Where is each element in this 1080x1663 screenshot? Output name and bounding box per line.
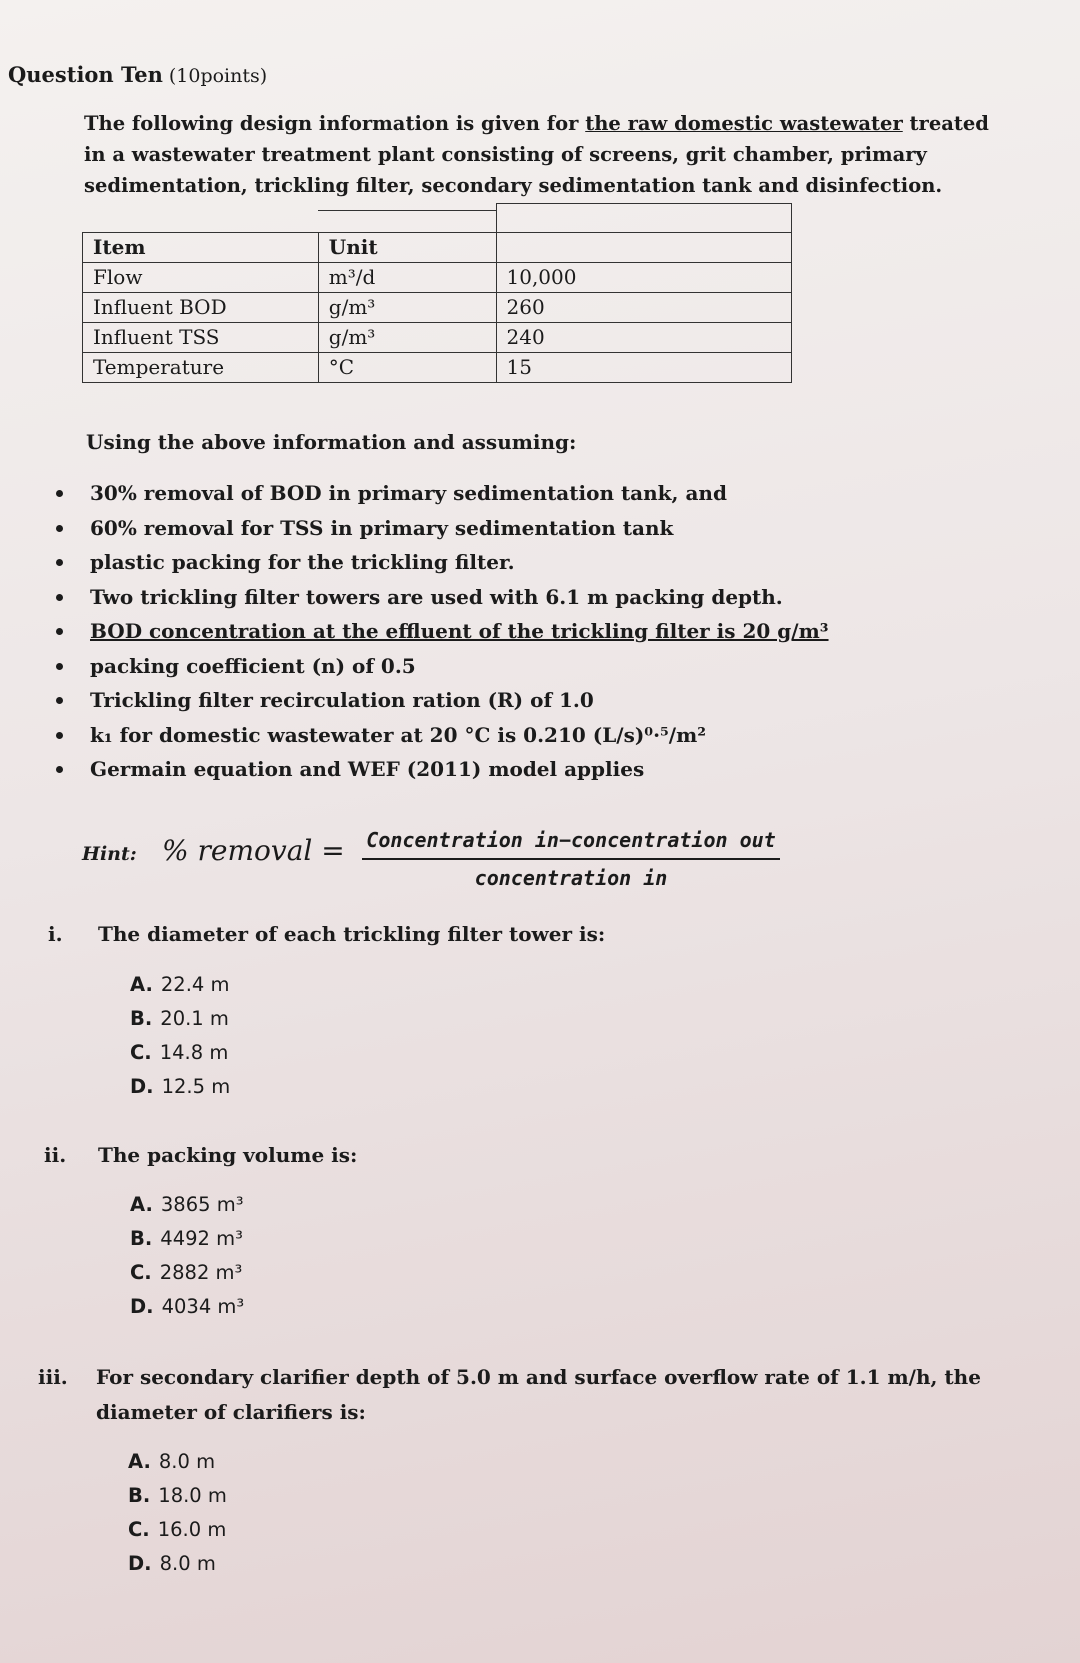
row-item: Influent TSS <box>83 323 319 353</box>
option-item <box>130 1227 243 1250</box>
assumption-text: packing coefficient (n) of 0.5 <box>90 653 416 678</box>
option-letter: A. <box>130 1193 153 1216</box>
hint-label: Hint: <box>82 843 137 865</box>
bullet-icon <box>56 663 63 670</box>
assumption-text: BOD concentration at the effluent of the trickling filter is 20 g/m³ <box>90 619 829 643</box>
design-info-table <box>82 232 792 383</box>
option-item <box>130 1075 230 1098</box>
bullet-icon <box>56 697 63 704</box>
intro-underlined-phrase: the raw domestic wastewater <box>585 112 903 135</box>
assumption-text: 30% removal of BOD in primary sedimentation tank, and <box>90 481 727 505</box>
intro-line-3: sedimentation, trickling filter, secondary sedimentation tank and disinfection. <box>84 174 943 197</box>
option-value: 16.0 m <box>157 1518 227 1541</box>
question-text: The packing volume is: <box>98 1143 358 1167</box>
option-letter: A. <box>130 973 153 996</box>
option-letter: D. <box>128 1552 152 1575</box>
option-item <box>128 1484 227 1507</box>
option-letter: D. <box>130 1075 154 1098</box>
assumption-text: Germain equation and WEF (2011) model applies <box>90 757 645 781</box>
bullet-icon <box>56 628 63 635</box>
assumptions-list <box>56 478 829 789</box>
option-value: 20.1 m <box>160 1007 229 1030</box>
option-item <box>130 1295 244 1318</box>
list-item <box>56 582 829 617</box>
option-value: 8.0 m <box>158 1450 216 1473</box>
question-points: (10points) <box>168 65 268 87</box>
bullet-icon <box>56 766 63 773</box>
intro-line-1-pre: The following design information is given for <box>84 112 586 135</box>
hint-formula-lhs: % removal = <box>162 834 345 867</box>
option-value: 3865 m³ <box>160 1193 244 1216</box>
option-item <box>130 1193 244 1216</box>
hint-denominator: concentration in <box>474 866 668 890</box>
bullet-icon <box>56 525 63 532</box>
option-letter: B. <box>128 1484 151 1507</box>
header-item: Item <box>83 233 319 263</box>
table-row <box>83 323 792 353</box>
option-letter: C. <box>128 1518 150 1541</box>
row-value: 10,000 <box>496 263 792 293</box>
list-item <box>56 547 829 582</box>
list-item <box>56 754 829 789</box>
option-letter: B. <box>130 1007 153 1030</box>
option-value: 2882 m³ <box>159 1261 243 1284</box>
intro-line-1 <box>84 112 989 135</box>
row-value: 240 <box>496 323 792 353</box>
row-value: 15 <box>496 353 792 383</box>
option-value: 4034 m³ <box>161 1295 245 1318</box>
row-item: Flow <box>83 263 319 293</box>
question-title-text: Question Ten <box>8 62 163 87</box>
option-value: 18.0 m <box>158 1484 227 1507</box>
header-unit: Unit <box>318 233 496 263</box>
intro-line-1-post: treated <box>902 112 989 135</box>
option-letter: D. <box>130 1295 154 1318</box>
bullet-icon <box>56 594 63 601</box>
assumption-text: Two trickling filter towers are used with 6.1 m packing depth. <box>90 584 783 609</box>
option-letter: C. <box>130 1261 152 1284</box>
assumption-text: Trickling filter recirculation ration (R) of 1.0 <box>90 688 594 712</box>
question-title <box>8 62 267 87</box>
option-item <box>130 1261 242 1284</box>
option-item <box>128 1450 215 1473</box>
header-value <box>496 233 792 263</box>
row-unit: g/m³ <box>318 293 496 323</box>
bullet-icon <box>56 490 63 497</box>
row-value: 260 <box>496 293 792 323</box>
row-unit: °C <box>318 353 496 383</box>
hint-numerator: Concentration in−concentration out <box>362 828 780 860</box>
bullet-icon <box>56 559 63 566</box>
assumptions-heading: Using the above information and assuming: <box>86 430 577 454</box>
hint-fraction <box>362 828 780 890</box>
question-number: ii. <box>44 1143 67 1167</box>
table-row <box>83 263 792 293</box>
option-item <box>130 973 230 996</box>
question-text: The diameter of each trickling filter tower is: <box>98 922 606 946</box>
row-unit: g/m³ <box>318 323 496 353</box>
row-unit: m³/d <box>318 263 496 293</box>
option-value: 4492 m³ <box>160 1227 243 1250</box>
bullet-icon <box>56 732 63 739</box>
option-letter: C. <box>130 1041 152 1064</box>
list-item <box>56 616 829 651</box>
option-item <box>128 1518 226 1541</box>
option-letter: A. <box>128 1450 151 1473</box>
list-item <box>56 478 829 513</box>
row-item: Temperature <box>83 353 319 383</box>
table-row <box>83 293 792 323</box>
table-header-row <box>83 233 792 263</box>
question-number: iii. <box>38 1365 68 1389</box>
assumption-text: 60% removal for TSS in primary sedimentation tank <box>90 515 674 540</box>
option-item <box>128 1552 216 1575</box>
option-letter: B. <box>130 1227 153 1250</box>
option-item <box>130 1041 228 1064</box>
list-item <box>56 720 829 755</box>
option-value: 12.5 m <box>161 1075 231 1098</box>
row-item: Influent BOD <box>83 293 319 323</box>
option-item <box>130 1007 229 1030</box>
list-item <box>56 651 829 686</box>
question-text-line-2: diameter of clarifiers is: <box>96 1400 366 1424</box>
option-value: 8.0 m <box>159 1552 216 1575</box>
option-value: 22.4 m <box>160 973 230 996</box>
intro-line-2: in a wastewater treatment plant consisting of screens, grit chamber, primary <box>84 143 927 166</box>
list-item <box>56 513 829 548</box>
table-row <box>83 353 792 383</box>
question-text-line-1: For secondary clarifier depth of 5.0 m and surface overflow rate of 1.1 m/h, the <box>96 1365 981 1389</box>
assumption-text: plastic packing for the trickling filter. <box>90 550 515 574</box>
option-value: 14.8 m <box>159 1041 229 1064</box>
list-item <box>56 685 829 720</box>
table-top-border-2 <box>318 210 496 234</box>
question-number: i. <box>48 922 63 946</box>
assumption-text: k₁ for domestic wastewater at 20 °C is 0.210 (L/s)⁰·⁵/m² <box>90 722 707 747</box>
table-top-border <box>496 203 792 233</box>
